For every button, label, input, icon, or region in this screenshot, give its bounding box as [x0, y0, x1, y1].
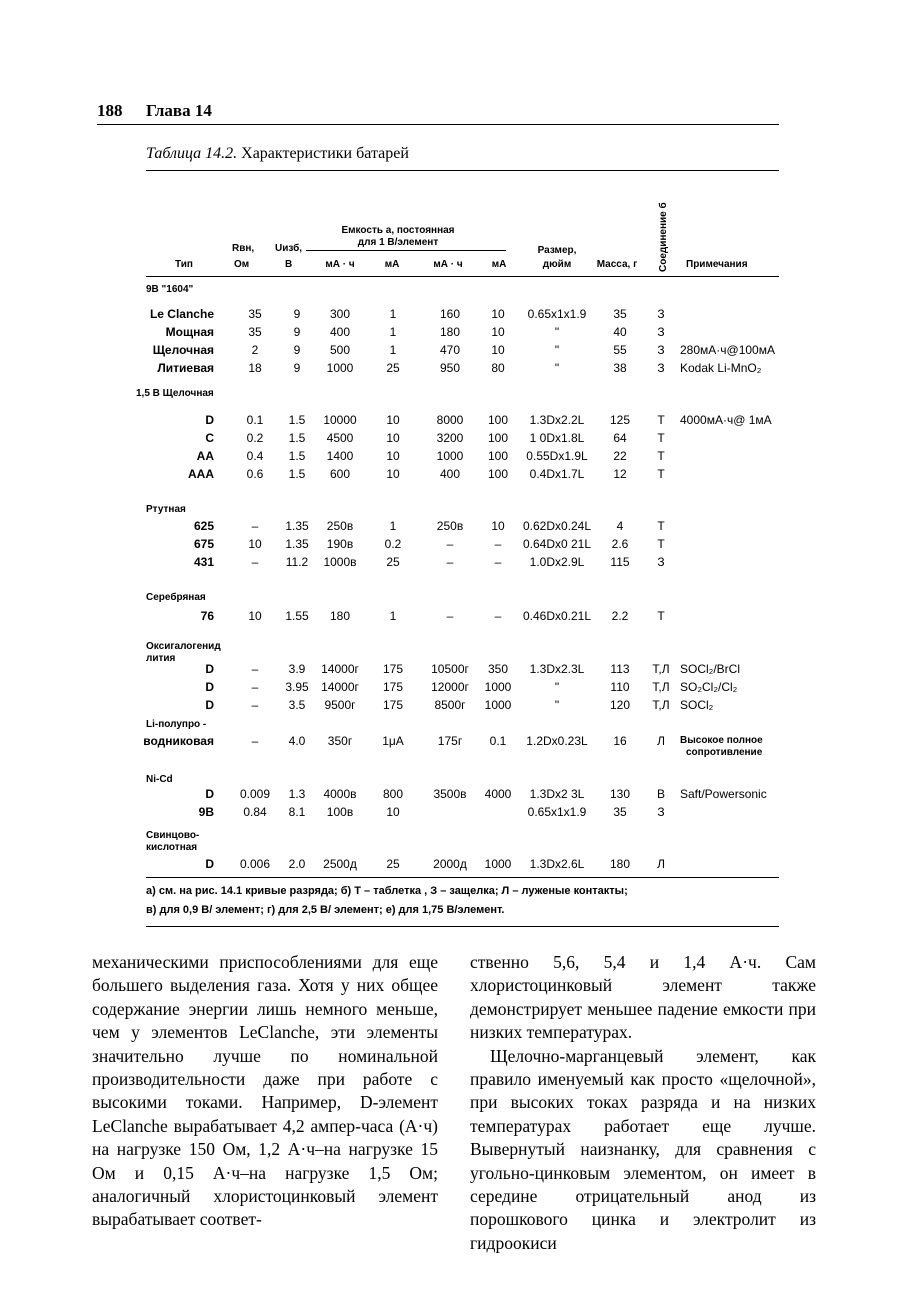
- cell-i1: 10: [386, 413, 400, 427]
- table-row-type: D: [205, 857, 214, 871]
- col-notes: Примечания: [686, 259, 748, 270]
- cell-c2: 400: [439, 467, 461, 481]
- cell-c2: 8000: [436, 413, 464, 427]
- cell-r: 0.6: [246, 467, 264, 481]
- cell-size: 1.3Dx2.6L: [529, 857, 585, 871]
- cell-conn: Т: [657, 431, 665, 445]
- cell-conn: Т,Л: [652, 662, 670, 676]
- cell-u: 2.0: [288, 857, 306, 871]
- cell-i2: 1000: [484, 680, 512, 694]
- col-ma-1: мА: [384, 259, 400, 270]
- cell-u: 3.5: [288, 698, 306, 712]
- cell-r: 0.006: [239, 857, 271, 871]
- cell-mass: 125: [609, 413, 631, 427]
- cell-mass: 110: [610, 680, 630, 694]
- cell-size: 1.3Dx2 3L: [529, 787, 585, 801]
- col-u-top: Uизб,: [275, 243, 303, 254]
- cell-mass: 35: [613, 307, 627, 321]
- table-section-label: кислотная: [146, 842, 198, 853]
- cell-c2: 175г: [437, 734, 463, 748]
- cell-i1: 175: [382, 698, 404, 712]
- capacity-group-rule: [306, 250, 506, 251]
- col-mah-1: мА · ч: [325, 259, 355, 270]
- cell-mass: 180: [609, 857, 631, 871]
- cell-i1: 10: [386, 431, 400, 445]
- cell-i2: 10: [491, 519, 505, 533]
- cell-i2: 10: [491, 343, 505, 357]
- cell-r: 10: [248, 609, 262, 623]
- cell-c1: 4500: [326, 431, 354, 445]
- cell-i2: –: [494, 555, 502, 569]
- cell-c1: 100в: [326, 805, 354, 819]
- cell-u: 9: [293, 307, 301, 321]
- cell-r: 0.1: [246, 413, 264, 427]
- cell-mass: 130: [609, 787, 631, 801]
- table-row-type: D: [205, 413, 214, 427]
- cell-conn: Т: [657, 537, 665, 551]
- cell-note: 280мА·ч@100мА: [680, 343, 775, 357]
- table-section-label: Ni-Cd: [146, 774, 173, 785]
- cell-c2: 160: [439, 307, 461, 321]
- table-row-type: D: [205, 787, 214, 801]
- table-row-type: D: [205, 698, 214, 712]
- col-rint-unit: Ом: [234, 259, 250, 270]
- cell-u: 1.35: [285, 519, 309, 533]
- cell-u: 1.35: [285, 537, 309, 551]
- caption-title: Характеристики батарей: [241, 145, 409, 162]
- cell-c1: 400: [329, 325, 351, 339]
- table-row-type: D: [205, 662, 214, 676]
- cell-mass: 16: [613, 734, 627, 748]
- cell-note: SOCl₂: [680, 698, 714, 712]
- cell-conn: З: [657, 325, 665, 339]
- cell-note-continued: сопротивление: [686, 747, 763, 758]
- cell-i1: 10: [386, 449, 400, 463]
- cell-r: –: [251, 662, 259, 676]
- cell-r: –: [251, 698, 259, 712]
- cell-u: 9: [293, 325, 301, 339]
- table-section-label: Оксигалогенид: [146, 641, 221, 652]
- cell-c2: –: [446, 609, 454, 623]
- cell-i1: 1: [389, 609, 397, 623]
- cell-conn: З: [657, 805, 665, 819]
- cell-size: 0.62Dx0.24L: [522, 519, 592, 533]
- cell-mass: 4: [616, 519, 624, 533]
- table-section-label: Свинцово-: [146, 830, 200, 841]
- cell-u: 1.55: [285, 609, 309, 623]
- cell-conn: Т: [657, 467, 665, 481]
- caption-label: Таблица 14.2.: [146, 145, 238, 162]
- cell-u: 1.3: [288, 787, 306, 801]
- cell-note: SO₂Cl₂/Cl₂: [680, 680, 738, 694]
- cell-c2: 180: [439, 325, 461, 339]
- cell-i1: 25: [386, 857, 400, 871]
- cell-c1: 1000: [326, 361, 354, 375]
- cell-c2: 250в: [436, 519, 464, 533]
- table-row-type: Щелочная: [152, 343, 214, 357]
- table-section-label: Серебряная: [146, 592, 206, 603]
- cell-conn: З: [657, 307, 665, 321]
- cell-note: Высокое полное: [680, 735, 763, 746]
- cell-c2: 8500г: [434, 698, 466, 712]
- cell-size: 1 0Dx1.8L: [529, 431, 585, 445]
- cell-size: 1.0Dx2.9L: [529, 555, 585, 569]
- cell-i2: 10: [491, 307, 505, 321]
- cell-u: 1.5: [288, 449, 306, 463]
- cell-size: 1.2Dx0.23L: [526, 734, 588, 748]
- cell-r: 35: [248, 307, 262, 321]
- table-section-label: 1,5 В Щелочная: [136, 388, 214, 399]
- cell-u: 4.0: [288, 734, 306, 748]
- cell-i1: 25: [386, 555, 400, 569]
- cell-i1: 0.2: [384, 537, 402, 551]
- cell-mass: 120: [609, 698, 631, 712]
- cell-size: ": [554, 361, 560, 375]
- cell-i2: 1000: [484, 698, 512, 712]
- cell-c1: 9500г: [324, 698, 356, 712]
- page-number: 188: [97, 101, 123, 120]
- cell-u: 9: [293, 361, 301, 375]
- table-section-label: 9В "1604": [146, 284, 194, 295]
- cell-i2: 4000: [484, 787, 512, 801]
- cell-size: 0.4Dx1.7L: [529, 467, 585, 481]
- cell-note: Saft/Powersonic: [680, 787, 767, 801]
- cell-r: 35: [248, 325, 262, 339]
- table-section-label: лития: [146, 653, 176, 664]
- cell-u: 9: [293, 343, 301, 357]
- cell-mass: 12: [613, 467, 627, 481]
- cell-mass: 2.2: [611, 609, 629, 623]
- cell-i1: 1: [389, 343, 397, 357]
- cell-c2: 12000г: [431, 680, 469, 694]
- cell-mass: 55: [613, 343, 627, 357]
- table-section-label: Li-полупро -: [146, 719, 207, 730]
- table-row-type: AA: [196, 449, 214, 463]
- cell-i2: 80: [491, 361, 505, 375]
- table-section-label: Ртутная: [146, 504, 186, 515]
- cell-mass: 2.6: [611, 537, 629, 551]
- cell-i1: 800: [382, 787, 404, 801]
- cell-c1: 1000в: [323, 555, 357, 569]
- cell-u: 3.9: [288, 662, 306, 676]
- col-ma-2: мА: [491, 259, 507, 270]
- cell-u: 1.5: [288, 413, 306, 427]
- cell-i2: 0.1: [489, 734, 507, 748]
- cell-r: 0.4: [246, 449, 264, 463]
- cell-mass: 64: [613, 431, 627, 445]
- cell-c2: 3500в: [433, 787, 467, 801]
- cell-c2: –: [446, 537, 454, 551]
- cell-c2: 2000д: [433, 857, 467, 871]
- cell-c1: 14000г: [321, 680, 359, 694]
- cell-i1: 1: [389, 519, 397, 533]
- table-row-type: C: [205, 431, 214, 445]
- cell-size: 0.46Dx0.21L: [522, 609, 592, 623]
- cell-size: 1.3Dx2.2L: [529, 413, 585, 427]
- cell-u: 3.95: [285, 680, 309, 694]
- table-row-type: водниковая: [143, 734, 214, 748]
- table-row-type: 431: [193, 555, 214, 569]
- cell-c2: 1000: [436, 449, 464, 463]
- cell-i2: 100: [487, 467, 509, 481]
- cell-mass: 113: [610, 662, 630, 676]
- cell-i1: 175: [382, 662, 404, 676]
- cell-size: 0.65x1x1.9: [527, 805, 587, 819]
- cell-size: ": [554, 680, 560, 694]
- cell-conn: З: [657, 361, 665, 375]
- cell-conn: Т: [657, 609, 665, 623]
- cell-c1: 2500д: [323, 857, 357, 871]
- cell-conn: Л: [657, 734, 665, 748]
- col-mass: Масса, г: [596, 259, 638, 270]
- cell-size: 0.64Dx0 21L: [522, 537, 592, 551]
- body-right-column: [470, 951, 816, 1255]
- table-row-type: Le Clanche: [149, 307, 214, 321]
- cell-i2: –: [494, 537, 502, 551]
- cell-i1: 25: [386, 361, 400, 375]
- table-row-type: AAA: [188, 467, 214, 481]
- cell-r: –: [251, 680, 259, 694]
- cell-note: Kodak Li-MnO₂: [680, 361, 762, 375]
- cell-r: 0.2: [246, 431, 264, 445]
- cell-c2: 10500г: [431, 662, 469, 676]
- col-type: Тип: [175, 259, 193, 270]
- col-size-top: Размер,: [537, 245, 577, 256]
- body-left-paragraph: механическими приспособлениями для еще большего выделения газа. Хотя у них общее содержание энергии лишь немного меньше, чем у элементов LeClanche, эти элементы значительно лучше по номинальной производительности даже при работе с высокими токами. Например, D-элемент LeClanche вырабатывает 4,2 ампер-часа (А·ч) на нагрузке 150 Ом, 1,2 А·ч–на нагрузке 15 Ом и 0,15 А·ч–на нагрузке 1,5 Ом; аналогичный хлористоцинковый элемент вырабатывает соответ-: [92, 952, 438, 1230]
- col-mah-2: мА · ч: [433, 259, 463, 270]
- cell-c1: 180: [329, 609, 351, 623]
- cell-size: 0.55Dx1.9L: [526, 449, 588, 463]
- cell-r: 0.009: [239, 787, 271, 801]
- cell-c1: 500: [329, 343, 351, 357]
- table-row-type: D: [205, 680, 214, 694]
- cell-i1: 1μA: [382, 734, 404, 748]
- table-row-type: Литиевая: [157, 361, 214, 375]
- col-u-unit: В: [285, 259, 293, 270]
- cell-u: 1.5: [288, 467, 306, 481]
- col-size-unit: дюйм: [542, 259, 572, 270]
- header-bottom-rule: [146, 276, 779, 277]
- cell-c2: 950: [439, 361, 461, 375]
- cell-c1: 10000: [323, 413, 357, 427]
- cell-i2: 350: [487, 662, 509, 676]
- table-row-type: 625: [193, 519, 214, 533]
- table-row-type: 675: [193, 537, 214, 551]
- cell-i2: 10: [491, 325, 505, 339]
- cell-conn: Т,Л: [652, 698, 670, 712]
- cell-i2: 100: [487, 449, 509, 463]
- cell-mass: 22: [613, 449, 627, 463]
- cell-c1: 350г: [327, 734, 353, 748]
- cell-conn: Л: [657, 857, 665, 871]
- cell-r: 0.84: [243, 805, 267, 819]
- cell-i2: 100: [487, 413, 509, 427]
- cell-size: ": [554, 698, 560, 712]
- cell-r: –: [251, 519, 259, 533]
- cell-mass: 40: [613, 325, 627, 339]
- cell-i1: 10: [386, 805, 400, 819]
- col-capacity-group: Емкость а, постоянная: [341, 225, 455, 236]
- cell-i2: 1000: [484, 857, 512, 871]
- cell-conn: Т: [657, 449, 665, 463]
- cell-r: 18: [248, 361, 262, 375]
- cell-c1: 250в: [326, 519, 354, 533]
- cell-r: 2: [251, 343, 259, 357]
- cell-conn: Т: [657, 519, 665, 533]
- table-row-type: Мощная: [165, 325, 214, 339]
- footnote-1: а) см. на рис. 14.1 кривые разряда; б) Т – таблетка , З – защелка; Л – луженые контакты;: [146, 885, 628, 897]
- cell-r: –: [251, 734, 259, 748]
- footnote-2: в) для 0,9 В/ элемент; г) для 2,5 В/ элемент; е) для 1,75 В/элемент.: [146, 904, 505, 916]
- cell-mass: 35: [613, 805, 627, 819]
- cell-c1: 4000в: [323, 787, 357, 801]
- cell-mass: 38: [613, 361, 627, 375]
- body-right-paragraph-1: ственно 5,6, 5,4 и 1,4 А·ч. Сам хлористоцинковый элемент также демонстрирует меньшее падение емкости при низких температурах.: [470, 952, 816, 1043]
- cell-i2: 100: [487, 431, 509, 445]
- cell-i1: 1: [389, 307, 397, 321]
- cell-c2: –: [446, 555, 454, 569]
- cell-c1: 600: [329, 467, 351, 481]
- cell-conn: З: [657, 555, 665, 569]
- cell-size: 0.65x1x1.9: [527, 307, 587, 321]
- cell-c2: 470: [439, 343, 461, 357]
- cell-size: ": [554, 325, 560, 339]
- cell-u: 8.1: [288, 805, 306, 819]
- cell-conn: Т,Л: [652, 680, 670, 694]
- col-rint-top: Rвн,: [232, 243, 255, 254]
- cell-r: 10: [248, 537, 262, 551]
- cell-c1: 190в: [326, 537, 354, 551]
- cell-i1: 1: [389, 325, 397, 339]
- cell-size: 1.3Dx2.3L: [529, 662, 585, 676]
- cell-conn: Т: [657, 413, 665, 427]
- cell-i2: –: [494, 609, 502, 623]
- table-bottom-rule: [146, 877, 779, 878]
- cell-conn: В: [656, 787, 666, 801]
- cell-c1: 14000г: [321, 662, 359, 676]
- cell-c2: 3200: [436, 431, 464, 445]
- body-left-column: [92, 951, 438, 1232]
- cell-c1: 1400: [326, 449, 354, 463]
- body-right-paragraph-2: Щелочно-марганцевый элемент, как правило именуемый как просто «щелочной», при высоких токах разряда и на низких температурах работает еще лучше. Вывернутый наизнанку, для сравнения с угольно-цинковым элементом, он имеет в середине отрицательный анод из порошкового цинка и электролит из гидроокиси: [470, 1045, 816, 1253]
- cell-conn: З: [657, 343, 665, 357]
- cell-c1: 300: [329, 307, 351, 321]
- cell-note: 4000мА·ч@ 1мА: [680, 413, 772, 427]
- col-connection: Соединение б: [658, 202, 669, 272]
- cell-u: 11.2: [285, 555, 309, 569]
- cell-u: 1.5: [288, 431, 306, 445]
- table-row-type: 9В: [198, 805, 214, 819]
- cell-note: SOCl₂/BrCl: [680, 662, 740, 676]
- col-capacity-group-2: для 1 В/элемент: [357, 237, 439, 248]
- cell-i1: 175: [382, 680, 404, 694]
- footnote-bottom-rule: [146, 926, 779, 927]
- cell-r: –: [251, 555, 259, 569]
- cell-size: ": [554, 343, 560, 357]
- cell-i1: 10: [386, 467, 400, 481]
- chapter-title: Глава 14: [146, 101, 212, 120]
- table-row-type: 76: [200, 609, 214, 623]
- cell-mass: 115: [610, 555, 630, 569]
